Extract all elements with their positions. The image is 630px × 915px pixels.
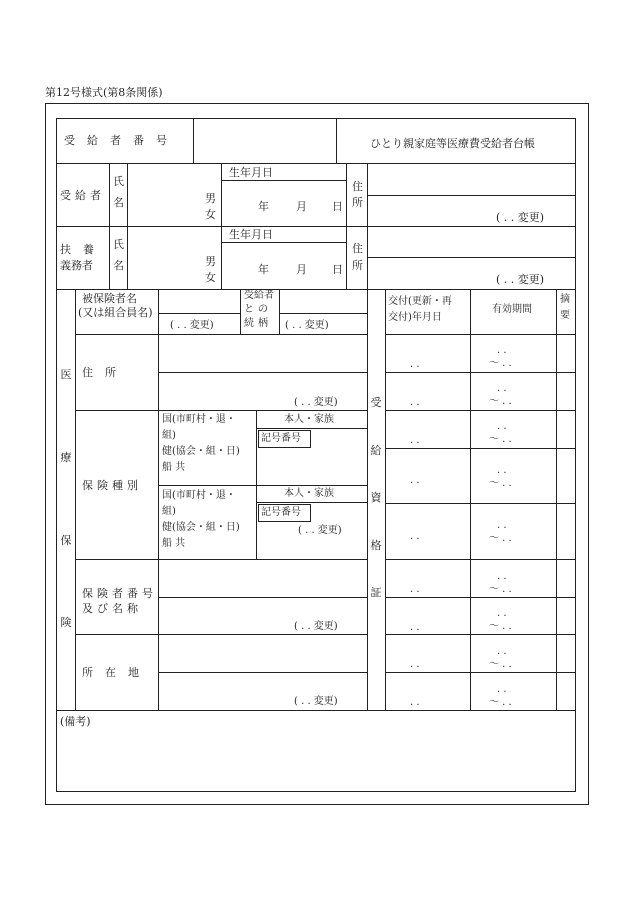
validity-start-6: . . <box>497 571 507 582</box>
type-option-2d: 船 共 <box>162 538 186 549</box>
insurer-label-line1: 保険者番号 <box>82 587 157 600</box>
certificate-label-4: 格 <box>370 539 382 552</box>
male-label-1: 男 <box>205 192 216 205</box>
birth-date-label-1: 生年月日 <box>229 166 273 179</box>
name-label-2a: 氏 <box>113 238 124 251</box>
year-label-2: 年 <box>258 263 269 276</box>
relation-label-1: 受給者 <box>244 290 274 301</box>
male-label-2: 男 <box>205 255 216 268</box>
certificate-label-1: 受 <box>370 396 382 409</box>
issue-header-line1: 交付(更新・再 <box>388 296 452 307</box>
obligor-label-line2: 義務者 <box>60 259 93 272</box>
female-label-1: 女 <box>205 208 216 221</box>
validity-start-3: . . <box>497 421 507 432</box>
self-family-label-1: 本人・家族 <box>284 414 334 425</box>
obligor-label-line1: 扶養 <box>60 243 106 256</box>
validity-end-4: 〜 . . <box>489 478 512 489</box>
female-label-2: 女 <box>205 271 216 284</box>
month-label-2: 月 <box>296 263 307 276</box>
address-label-2a: 住 <box>352 242 363 255</box>
relation-change-note: ( . . 変更) <box>285 320 329 331</box>
insured-name-change-note: ( . . 変更) <box>170 320 214 331</box>
certificate-label-2: 給 <box>370 444 382 457</box>
insurer-label-line2: 及び名称 <box>82 602 142 615</box>
issue-date-4: . . <box>410 475 420 486</box>
address-label-2b: 所 <box>352 259 363 272</box>
recipient-address-field[interactable] <box>369 166 574 194</box>
address-change-note-1: ( . . 変更) <box>496 211 545 224</box>
issue-date-8: . . <box>410 659 420 670</box>
obligor-name-field[interactable] <box>129 228 204 286</box>
summary-header-1: 摘 <box>560 294 570 305</box>
recipient-number-label: 受給者番号 <box>64 134 179 147</box>
recipient-name-field[interactable] <box>129 166 204 224</box>
insurance-address-change-note: ( . . 変更) <box>294 397 338 408</box>
symbol-number-label-1: 記号番号 <box>261 433 301 444</box>
form-number: 第12号様式(第8条関係) <box>45 86 163 99</box>
validity-start-8: . . <box>497 646 507 657</box>
validity-end-6: 〜 . . <box>489 584 512 595</box>
validity-start-5: . . <box>497 520 507 531</box>
obligor-address-field[interactable] <box>369 228 574 256</box>
day-label-1: 日 <box>332 200 343 213</box>
insured-name-sublabel: (又は組合員名) <box>78 306 153 319</box>
issue-date-1: . . <box>410 359 420 370</box>
location-label: 所在地 <box>82 666 151 679</box>
type-option-1a: 国(市町村・退・ <box>162 414 236 425</box>
validity-end-3: 〜 . . <box>489 434 512 445</box>
year-label-1: 年 <box>258 200 269 213</box>
certificate-label-3: 資 <box>370 491 382 504</box>
validity-start-2: . . <box>497 383 507 394</box>
insurance-label-2: 療 <box>60 451 72 464</box>
type-option-2c: 健(協会・組・日) <box>162 522 240 533</box>
type-option-2a: 国(市町村・退・ <box>162 490 236 501</box>
summary-header-2: 要 <box>560 310 570 321</box>
recipient-label: 受給者 <box>60 189 105 202</box>
name-label-1b: 名 <box>113 196 124 209</box>
validity-end-1: 〜 . . <box>489 358 512 369</box>
type-option-1b: 組) <box>162 430 176 441</box>
insurance-address-label: 住所 <box>82 366 128 379</box>
address-label-1b: 所 <box>352 196 363 209</box>
validity-start-4: . . <box>497 465 507 476</box>
validity-header: 有効期間 <box>492 304 532 315</box>
insured-name-label: 被保険者名 <box>82 292 137 305</box>
birth-date-label-2: 生年月日 <box>229 228 273 241</box>
validity-end-8: 〜 . . <box>489 659 512 670</box>
self-family-label-2: 本人・家族 <box>284 488 334 499</box>
validity-start-1: . . <box>497 345 507 356</box>
issue-date-6: . . <box>410 584 420 595</box>
name-label-1a: 氏 <box>113 175 124 188</box>
validity-end-5: 〜 . . <box>489 533 512 544</box>
validity-start-7: . . <box>497 608 507 619</box>
issue-date-3: . . <box>410 435 420 446</box>
remarks-field[interactable] <box>58 730 574 790</box>
insurance-label-3: 保 <box>60 534 72 547</box>
validity-end-7: 〜 . . <box>489 621 512 632</box>
type-option-1c: 健(協会・組・日) <box>162 446 240 457</box>
relation-label-3: 続柄 <box>244 318 272 329</box>
day-label-2: 日 <box>332 263 343 276</box>
insurance-label-1: 医 <box>60 368 72 381</box>
issue-header-line2: 交付)年月日 <box>388 312 442 323</box>
address-label-1a: 住 <box>352 180 363 193</box>
issue-date-9: . . <box>410 697 420 708</box>
insurance-type-label: 保険種別 <box>82 479 142 492</box>
issue-date-5: . . <box>410 531 420 542</box>
insurer-change-note: ( . . 変更) <box>294 621 338 632</box>
relation-label-2: との <box>244 304 272 315</box>
symbol-number-label-2: 記号番号 <box>261 507 301 518</box>
certificate-label-5: 証 <box>370 586 382 599</box>
issue-date-7: . . <box>410 622 420 633</box>
form-title: ひとり親家庭等医療費受給者台帳 <box>370 137 535 150</box>
validity-end-9: 〜 . . <box>489 697 512 708</box>
issue-date-2: . . <box>410 397 420 408</box>
insurance-label-4: 険 <box>60 616 72 629</box>
type-option-2b: 組) <box>162 506 176 517</box>
recipient-number-field[interactable] <box>195 120 335 162</box>
name-label-2b: 名 <box>113 259 124 272</box>
address-change-note-2: ( . . 変更) <box>496 273 545 286</box>
type-option-1d: 船 共 <box>162 462 186 473</box>
month-label-1: 月 <box>296 200 307 213</box>
location-change-note: ( . . 変更) <box>294 696 338 707</box>
validity-end-2: 〜 . . <box>489 396 512 407</box>
insurance-type-change-note: ( . . 変更) <box>298 525 342 536</box>
validity-start-9: . . <box>497 684 507 695</box>
remarks-label: (備考) <box>60 715 91 728</box>
